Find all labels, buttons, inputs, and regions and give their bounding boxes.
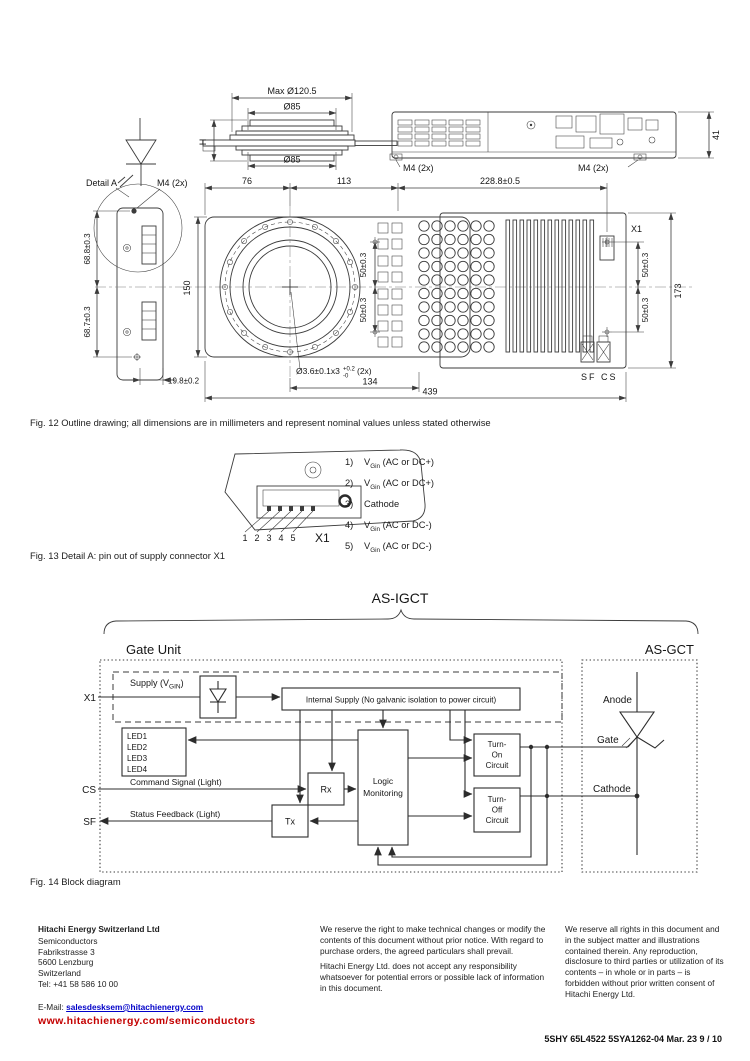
dim-50-right-top: 50±0.3: [641, 252, 650, 278]
outline-drawing: [0, 80, 750, 420]
label-cs-port: CS: [82, 785, 96, 796]
svg-text:Turn-: Turn-: [487, 740, 507, 749]
pin-number-4: 4: [278, 533, 284, 543]
legal-paragraph: Hitachi Energy Ltd. does not accept any responsibility whatsoever for potential errors or possible lack of information in this document.: [320, 961, 545, 993]
company-line: 5600 Lenzburg: [38, 957, 94, 968]
led1-label: LED1: [127, 732, 148, 741]
company-line: Semiconductors: [38, 935, 98, 946]
dim-150: 150: [182, 280, 192, 296]
fig13-caption: Fig. 13 Detail A: pin out of supply connector X1: [30, 550, 225, 561]
email-row: [38, 1002, 300, 1013]
gct-symbol-icon: [118, 118, 156, 187]
company-line: Switzerland: [38, 968, 81, 979]
dim-h: H: [198, 138, 208, 146]
dim-134: 134: [362, 376, 378, 387]
pin-row-3: 3) Cathode: [345, 498, 400, 509]
internal-supply-label: Internal Supply (No galvanic isolation to power circuit): [305, 695, 497, 705]
dim-228: 228.8±0.5: [480, 176, 520, 186]
footer-legal-right: [565, 924, 727, 1005]
dim-68-8: 68.8±0.3: [83, 233, 92, 265]
dim-m4-side-left: M4 (2x): [403, 163, 434, 173]
dim-50-left-bottom: 50±0.3: [359, 297, 368, 323]
label-sf-port: SF: [83, 817, 96, 828]
pin-row-1: 1) $V_{Gin}$ (AC or DC+): [345, 457, 434, 470]
led4-label: LED4: [127, 765, 148, 774]
legal-paragraph: We reserve all rights in this document and in the subject matter and illustrations contained therein. Any reproduction, disclosure to third parties or utilization of its contents – in whole or in parts – is forbidden without prior written consent of Hitachi Energy Ltd.: [565, 924, 724, 999]
dim-dia85-top: Ø85: [283, 101, 301, 112]
fig14-caption: Fig. 14 Block diagram: [30, 876, 121, 887]
dim-dia85-bottom: Ø85: [283, 154, 301, 165]
dim-hole-sub: -0: [343, 373, 349, 380]
email-label: E-Mail:: [38, 1001, 67, 1012]
label-x1-topview: X1: [631, 224, 643, 234]
dim-68-7: 68.7±0.3: [83, 306, 92, 338]
fin-slats: [506, 220, 594, 352]
svg-text:Circuit: Circuit: [485, 816, 509, 825]
label-gate-unit: Gate Unit: [126, 642, 181, 657]
vent-grille: [398, 120, 480, 146]
dim-19-8: 19.8±0.2: [168, 376, 200, 386]
tx-label: Tx: [285, 816, 295, 827]
pin-number-5: 5: [290, 533, 296, 543]
cathode-label: Cathode: [593, 784, 631, 795]
x1-pin-list: [345, 454, 434, 559]
fig12-caption: Fig. 12 Outline drawing; all dimensions are in millimeters and represent nominal values unless stated otherwise: [30, 417, 491, 428]
label-as-gct: AS-GCT: [644, 642, 694, 657]
led3-label: LED3: [127, 754, 148, 763]
footer-legal-center: [320, 924, 548, 999]
email-link[interactable]: salesdesksem@hitachienergy.com: [66, 1001, 204, 1012]
label-supply: Supply $(V_{GIN})$: [130, 678, 184, 691]
svg-text:Turn-: Turn-: [487, 795, 507, 804]
diagram-title: AS-IGCT: [371, 590, 429, 606]
pin-number-3: 3: [266, 533, 272, 543]
dim-439: 439: [422, 386, 438, 397]
dim-max-dia: Max Ø120.5: [267, 86, 317, 96]
pin-row-2: 2) $V_{Gin}$ (AC or DC+): [345, 477, 434, 491]
block-diagram: [0, 588, 750, 888]
dim-hole: Ø3.6±0.1x3: [296, 366, 340, 376]
logic-label-line1: Logic: [372, 776, 394, 786]
website-link[interactable]: www.hitachienergy.com/semiconductors: [38, 1014, 256, 1027]
command-signal-label: Command Signal (Light): [130, 777, 222, 787]
top-view: [95, 176, 695, 402]
dim-m4-detail: M4 (2x): [157, 178, 188, 188]
label-x1-port: X1: [83, 693, 96, 704]
as-gct-boundary: [582, 660, 697, 872]
dim-76: 76: [241, 176, 253, 186]
label-x1-detail: X1: [315, 531, 330, 545]
svg-text:Off: Off: [491, 805, 503, 815]
led2-label: LED2: [127, 743, 148, 752]
cooling-hole-grid: [419, 221, 494, 352]
pin-number-2: 2: [254, 533, 260, 543]
connector-cluster: [556, 114, 658, 148]
company-name: Hitachi Energy Switzerland Ltd: [38, 924, 160, 934]
pin-row-5: 5) $V_{Gin}$ (AC or DC-): [345, 540, 432, 554]
dim-113: 113: [336, 176, 352, 186]
document-number: 5SHY 65L4522 5SYA1262-04 Mar. 23 9 / 10: [544, 1034, 722, 1044]
terminal-pads: [378, 223, 402, 347]
pole-piece-side-view: [198, 86, 397, 170]
status-feedback-label: Status Feedback (Light): [130, 809, 221, 819]
legal-paragraph: We reserve the right to make technical changes or modify the contents of this document without prior notice. With regard to purchase orders, the agreed particulars shall prevail.: [320, 924, 546, 956]
dim-hole-sup: +0.2: [343, 366, 355, 373]
logic-label-line2: Monitoring: [363, 788, 403, 798]
dim-173: 173: [673, 283, 683, 299]
company-line: Fabrikstrasse 3: [38, 946, 95, 957]
dim-m4-side-right: M4 (2x): [578, 163, 609, 173]
sf-cs-connectors: [581, 336, 610, 362]
label-sf-cs: SF CS: [581, 372, 618, 382]
gate-unit-side-view: [390, 112, 721, 173]
rx-label: Rx: [320, 784, 332, 795]
dim-50-left-top: 50±0.3: [359, 252, 368, 278]
pin-number-1: 1: [242, 533, 248, 543]
svg-text:Circuit: Circuit: [485, 761, 509, 770]
gate-label: Gate: [597, 735, 619, 746]
dim-hole-qty: (2x): [357, 366, 372, 376]
dim-41: 41: [711, 129, 721, 141]
company-line: Tel: +41 58 586 10 00: [38, 978, 119, 989]
pin-row-4: 4) $V_{Gin}$ (AC or DC-): [345, 519, 432, 533]
footer-company-block: [38, 924, 300, 1026]
label-detail-a: Detail A: [86, 178, 118, 188]
svg-text:On: On: [491, 750, 503, 760]
dim-50-right-bottom: 50±0.3: [641, 297, 650, 323]
brace: [104, 610, 698, 634]
anode-label: Anode: [603, 695, 632, 706]
